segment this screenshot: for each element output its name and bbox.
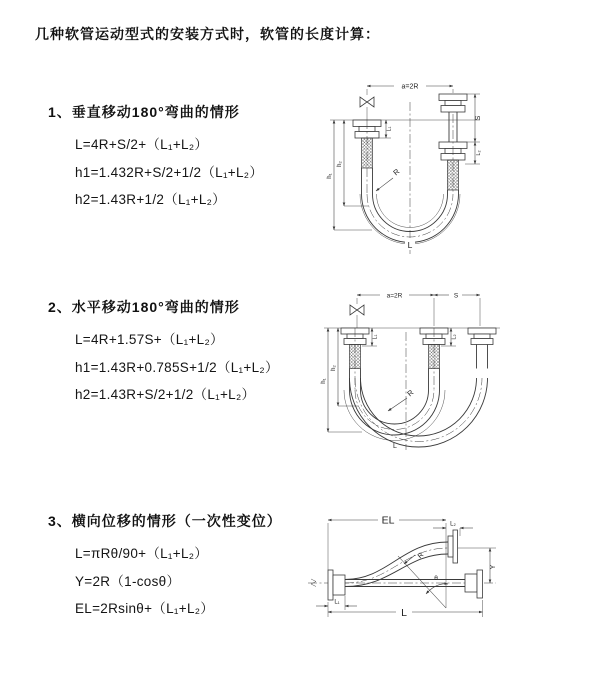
l2-label: L₂ <box>451 334 458 340</box>
lower-right-flange <box>465 570 483 598</box>
h2-label: h₂ <box>331 365 337 371</box>
section-2-formulas <box>75 326 279 409</box>
h2-label: h₂ <box>337 161 343 167</box>
formula-line: EL=2Rsinθ+（L₁+L₂） <box>75 601 215 616</box>
diagram-horizontal-180-bend <box>310 282 600 457</box>
dimension-l1 <box>316 596 357 610</box>
valve-icon <box>360 97 374 120</box>
dimension-l-total <box>328 600 483 619</box>
formula-line: L=4R+S/2+（L₁+L₂） <box>75 137 209 152</box>
dimension-s <box>467 94 482 142</box>
page-title: 几种软管运动型式的安装方式时，软管的长度计算： <box>35 26 380 42</box>
l-label: L <box>401 607 407 619</box>
dimension-a2r <box>357 293 434 327</box>
h1-label: h₁ <box>321 378 327 384</box>
section-3-formulas <box>75 540 282 623</box>
y-label: Y <box>490 564 497 570</box>
right-flange-moved-position <box>468 328 496 369</box>
u-hose-position-2 <box>350 378 488 447</box>
valve-icon <box>350 305 364 328</box>
l2-label: L₂ <box>476 150 482 156</box>
dimension-el <box>328 515 446 609</box>
r-label: R <box>416 551 426 561</box>
section-1-heading: 1、垂直移动180°弯曲的情形 <box>48 104 240 120</box>
r-label: R <box>391 166 402 178</box>
dimension-l2 <box>465 142 482 164</box>
angle-theta <box>426 575 448 594</box>
l1-label: L₁ <box>372 334 379 340</box>
section-1-formulas <box>75 131 263 214</box>
dimension-s <box>434 293 480 327</box>
section-2-heading: 2、水平移动180°弯曲的情形 <box>48 299 240 315</box>
l1-label: L₁ <box>386 126 393 132</box>
formula-line: h2=1.43R+S/2+1/2（L₁+L₂） <box>75 387 256 402</box>
l-label: L <box>393 443 397 450</box>
s-label: S <box>475 115 482 121</box>
radius-leader <box>388 388 416 411</box>
s-label: S <box>453 292 459 300</box>
formula-line: h1=1.43R+0.785S+1/2（L₁+L₂） <box>75 359 279 375</box>
a2r-label: a=2R <box>401 83 419 91</box>
u-hose-position-1 <box>350 369 440 436</box>
formula-line: h2=1.43R+1/2（L₁+L₂） <box>75 192 226 207</box>
el-label: EL <box>381 514 395 527</box>
radius-leader <box>376 167 402 191</box>
section-vertical-180 <box>48 102 263 214</box>
l1-label: L₁ <box>334 599 340 606</box>
theta-label: θ <box>434 575 438 582</box>
section-lateral-displacement <box>48 511 282 623</box>
formula-line: Y=2R（1-cosθ） <box>75 573 181 589</box>
left-flange <box>328 570 345 600</box>
a2r-label: a=2R <box>386 292 403 300</box>
l-label: L <box>407 240 413 250</box>
section-horizontal-180 <box>48 297 279 409</box>
formula-line: L=4R+1.57S+（L₁+L₂） <box>75 332 224 347</box>
l2-label: L₂ <box>450 521 456 528</box>
diagram-lateral-displacement <box>300 490 600 665</box>
section-3-heading: 3、横向位移的情形（一次性变位） <box>48 513 282 529</box>
h1-label: h₁ <box>327 173 333 179</box>
dimension-l-total <box>344 387 445 450</box>
dimension-a2r <box>367 84 453 96</box>
r-label: R <box>405 387 416 399</box>
formula-line: L=πRθ/90+（L₁+L₂） <box>75 546 209 561</box>
upper-right-flange <box>448 530 458 563</box>
diagram-vertical-180-bend <box>310 72 600 262</box>
formula-line: h1=1.432R+S/2+1/2（L₁+L₂） <box>75 164 264 180</box>
